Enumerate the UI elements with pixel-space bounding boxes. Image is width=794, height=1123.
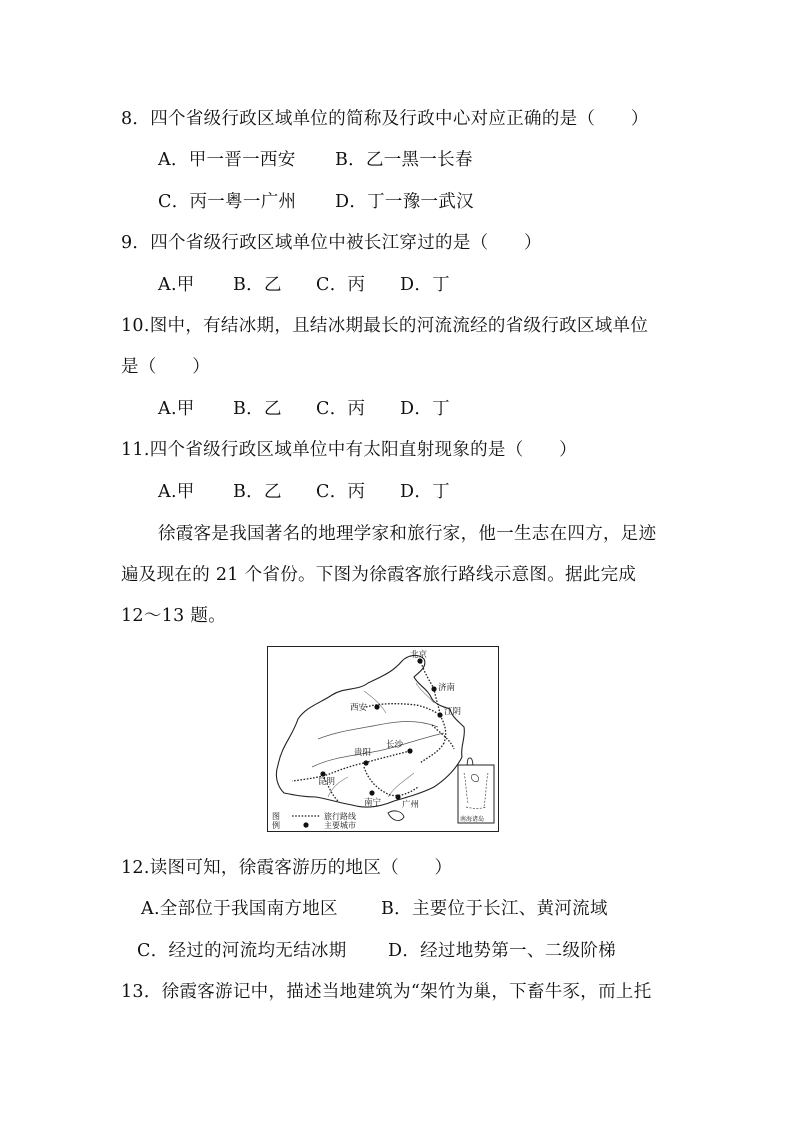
legend-route-label: 旅行路线 bbox=[324, 812, 356, 821]
question-12-options-row-1 bbox=[141, 897, 608, 921]
city-label-xian: 西安 bbox=[350, 703, 368, 713]
question-11-stem: 11.四个省级行政区域单位中有太阳直射现象的是（ ） bbox=[121, 440, 577, 460]
q9-option-c[interactable]: C．丙 bbox=[316, 275, 366, 295]
question-12-options-row-2 bbox=[137, 939, 616, 963]
legend-title-2: 例 bbox=[272, 821, 280, 830]
question-13-stem: 13．徐霞客游记中，描述当地建筑为“架竹为巢，下畜牛豕，而上托 bbox=[121, 982, 652, 1002]
question-8-options-row-2 bbox=[158, 190, 474, 214]
q9-option-a[interactable]: A.甲 bbox=[158, 275, 195, 295]
q8-option-c[interactable]: C．丙一粤一广州 bbox=[158, 192, 297, 212]
question-10-stem-line-1: 10.图中，有结冰期，且结冰期最长的河流流经的省级行政区域单位 bbox=[121, 316, 649, 336]
south-china-sea-inset bbox=[458, 765, 494, 823]
question-10-stem-line-2: 是（ ） bbox=[121, 357, 210, 377]
q11-option-d[interactable]: D．丁 bbox=[400, 482, 450, 502]
legend-city-label: 主要城市 bbox=[324, 821, 356, 830]
question-11-options bbox=[158, 480, 450, 504]
q11-option-a[interactable]: A.甲 bbox=[158, 482, 195, 502]
city-dot-guangzhou bbox=[395, 794, 400, 799]
city-label-nanning: 南宁 bbox=[364, 798, 382, 808]
q10-option-c[interactable]: C．丙 bbox=[316, 399, 366, 419]
passage-line-2: 遍及现在的 21 个省份。下图为徐霞客旅行路线示意图。据此完成 bbox=[121, 565, 637, 585]
city-dot-xian bbox=[374, 704, 379, 709]
question-9-stem: 9．四个省级行政区域单位中被长江穿过的是（ ） bbox=[121, 233, 542, 253]
q11-option-c[interactable]: C．丙 bbox=[316, 482, 366, 502]
q12-option-a[interactable]: A.全部位于我国南方地区 bbox=[141, 899, 338, 919]
q8-option-a[interactable]: A．甲一晋一西安 bbox=[158, 150, 296, 170]
q12-option-c[interactable]: C．经过的河流均无结冰期 bbox=[137, 941, 347, 961]
city-label-jiangyin: 江阴 bbox=[444, 707, 462, 717]
yellow-river bbox=[318, 722, 438, 740]
question-8-options-row-1 bbox=[158, 148, 473, 172]
travel-route-map bbox=[267, 646, 499, 832]
question-10-options bbox=[158, 397, 450, 421]
q9-option-b[interactable]: B．乙 bbox=[233, 275, 282, 295]
map-drawing bbox=[268, 647, 497, 830]
q9-option-d[interactable]: D．丁 bbox=[400, 275, 450, 295]
question-12-stem: 12.读图可知，徐霞客游历的地区（ ） bbox=[121, 858, 453, 878]
city-label-guangzhou: 广州 bbox=[402, 800, 420, 810]
city-dot-changsha bbox=[407, 748, 412, 753]
city-label-kunming: 昆明 bbox=[318, 777, 336, 787]
question-9-options bbox=[158, 273, 450, 297]
q11-option-b[interactable]: B．乙 bbox=[233, 482, 282, 502]
q10-option-a[interactable]: A.甲 bbox=[158, 399, 195, 419]
city-label-guiyang: 贵阳 bbox=[354, 748, 372, 758]
city-label-jinan: 济南 bbox=[438, 683, 456, 693]
q10-option-b[interactable]: B．乙 bbox=[233, 399, 282, 419]
passage-line-3: 12～13 题。 bbox=[121, 606, 226, 626]
city-dot-jinan bbox=[431, 686, 436, 691]
city-dot-jiangyin bbox=[437, 712, 442, 717]
city-label-changsha: 长沙 bbox=[386, 740, 404, 750]
city-dot-kunming bbox=[320, 771, 325, 776]
q8-option-b[interactable]: B．乙一黑一长春 bbox=[335, 150, 473, 170]
city-dot-nanning bbox=[369, 790, 374, 795]
question-8-stem: 8．四个省级行政区域单位的简称及行政中心对应正确的是（ ） bbox=[121, 109, 649, 129]
passage-line-1: 徐霞客是我国著名的地理学家和旅行家，他一生志在四方，足迹 bbox=[158, 524, 657, 544]
q8-option-d[interactable]: D．丁一豫一武汉 bbox=[335, 192, 474, 212]
hainan-outline bbox=[388, 811, 404, 821]
city-dot-guiyang bbox=[363, 760, 368, 765]
inset-label: 南海诸岛 bbox=[460, 816, 485, 823]
q12-option-b[interactable]: B．主要位于长江、黄河流域 bbox=[381, 899, 608, 919]
legend-title-1: 图 bbox=[272, 812, 280, 821]
city-label-beijing: 北京 bbox=[410, 650, 428, 660]
legend-city-symbol bbox=[303, 822, 308, 827]
china-outline bbox=[276, 655, 464, 807]
yangtze-river bbox=[312, 733, 444, 767]
q10-option-d[interactable]: D．丁 bbox=[400, 399, 450, 419]
q12-option-d[interactable]: D．经过地势第一、二级阶梯 bbox=[388, 941, 616, 961]
